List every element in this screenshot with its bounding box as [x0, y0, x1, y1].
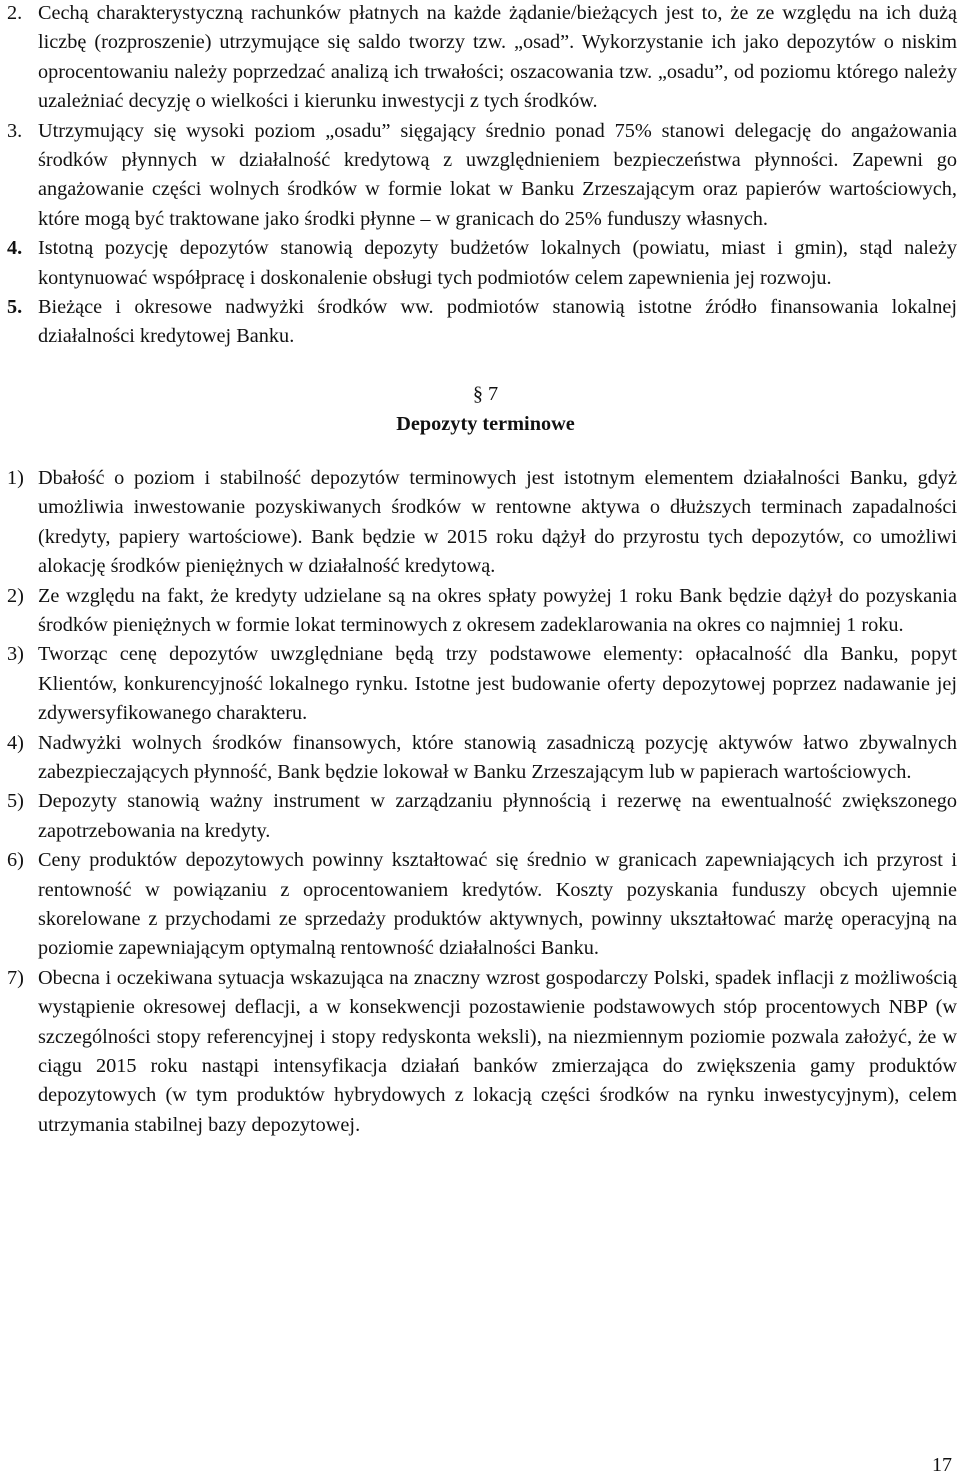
list-item-text: Obecna i oczekiwana sytuacja wskazująca na znaczny wzrost gospodarczy Polski, spadek inflacji z możliwością wystąpienie okresowej deflacji, a w konsekwencji pozostawienie podstawowych stóp procentowych NBP (w szczególności stopy referencyjnej i stopy redyskonta weksli), na niezmiennym poziomie pozwala założyć, że w ciągu 2015 roku nastąpi intensyfikacja działań banków zmierzająca do zwiększenia gamy produktów depozytowych (w tym produktów hybrydowych z lokacją części środków na rynku inwestycyjnym), celem utrzymania stabilnej bazy depozytowej.: [38, 966, 957, 1136]
list-item-number: 2): [7, 584, 24, 607]
list-item: [7, 293, 957, 352]
list-item: [7, 0, 957, 117]
list-item-number: 2.: [7, 2, 23, 24]
list-item-text: Ze względu na fakt, że kredyty udzielane są na okres spłaty powyżej 1 roku Bank będzie dążył do pozyskania środków pieniężnych w formie lokat terminowych z okresem zadeklarowania na okres co najmniej 1 roku.: [38, 584, 957, 636]
list-item-text: Istotną pozycję depozytów stanowią depozyty budżetów lokalnych (powiatu, miast i gmin), stąd należy kontynuować współpracę i doskonalenie obsługi tych podmiotów celem zapewnienia jej rozwoju.: [38, 237, 957, 289]
list-item-number: 7): [7, 966, 24, 989]
list-item-text: Ceny produktów depozytowych powinny kształtować się średnio w granicach zapewniających ich przyrost i rentowność w powiązaniu z oprocentowaniem kredytów. Koszty pozyskania funduszy obcych ujemnie skorelowane z przychodami ze sprzedaży produktów aktywnych, powinny ukształtować marżę operacyjną na poziomie zapewniającym optymalną rentowność działalności Banku.: [38, 849, 957, 960]
list-item-text: Tworząc cenę depozytów uwzględniane będą trzy podstawowe elementy: opłacalność dla Banku, popyt Klientów, konkurencyjność lokalnego rynku. Istotne jest budowanie oferty depozytowej poprzez nadawanie jej zdywersyfikowanego charakteru.: [38, 643, 957, 725]
page-number: 17: [932, 1454, 952, 1476]
list-item: [7, 787, 957, 846]
section-heading: [7, 379, 957, 440]
page-content: [7, 0, 957, 1140]
list-item: [7, 464, 957, 582]
list-item-number: 1): [7, 466, 24, 489]
list-item-number: 4.: [7, 237, 23, 260]
list-item-number: 5): [7, 790, 24, 813]
list-item: [7, 640, 957, 728]
list-item-number: 6): [7, 849, 24, 872]
list-item-text: Dbałość o poziom i stabilność depozytów terminowych jest istotnym elementem działalności Banku, gdyż umożliwia inwestowanie pozyskiwanych środków w rentowne aktywa o dłuższych terminach zapadalności (kredyty, papiery wartościowe). Bank będzie w 2015 roku dążył do przyrostu tych depozytów, co umożliwi alokację środków pieniężnych w działalność kredytową.: [38, 466, 957, 578]
list-item-text: Depozyty stanowią ważny instrument w zarządzaniu płynnością i rezerwę na ewentualność zwiększonego zapotrzebowania na kredyty.: [38, 790, 957, 842]
list-item-text: Nadwyżki wolnych środków finansowych, które stanowią zasadniczą pozycję aktywów łatwo zbywalnych zabezpieczających płynność, Bank będzie lokował w Banku Zrzeszającym lub w papierach wartościowych.: [38, 731, 957, 783]
list-item-text: Cechą charakterystyczną rachunków płatnych na każde żądanie/bieżących jest to, że ze względu na ich dużą liczbę (rozproszenie) utrzymujące się saldo tworzy tzw. „osad”. Wykorzystanie ich jako depozytów o niskim oprocentowaniu należy poprzedzać analizą ich trwałości; oszacowania tzw. „osadu”, od poziomu którego należy uzależniać decyzję o wielkości i kierunku inwestycji z tych środków.: [38, 2, 957, 113]
list-item-number: 3.: [7, 119, 23, 142]
list-item: [7, 582, 957, 641]
list-item: [7, 846, 957, 964]
list-item-number: 4): [7, 731, 24, 754]
list-item-number: 5.: [7, 296, 23, 319]
list-item: [7, 964, 957, 1140]
section-number: § 7: [472, 382, 499, 405]
list-item: [7, 117, 957, 235]
list-item: [7, 234, 957, 293]
list-item: [7, 729, 957, 788]
section-title: Depozyty terminowe: [396, 412, 575, 435]
list-item-text: Bieżące i okresowe nadwyżki środków ww. podmiotów stanowią istotne źródło finansowania lokalnej działalności kredytowej Banku.: [38, 296, 957, 348]
list-item-number: 3): [7, 643, 24, 666]
list-item-text: Utrzymujący się wysoki poziom „osadu” sięgający średnio ponad 75% stanowi delegację do angażowania środków płynnych w działalność kredytową z uwzględnieniem bezpieczeństwa płynności. Zapewni go angażowanie części wolnych środków w formie lokat w Banku Zrzeszającym oraz papierów wartościowych, które mogą być traktowane jako środki płynne – w granicach do 25% funduszy własnych.: [38, 119, 957, 230]
